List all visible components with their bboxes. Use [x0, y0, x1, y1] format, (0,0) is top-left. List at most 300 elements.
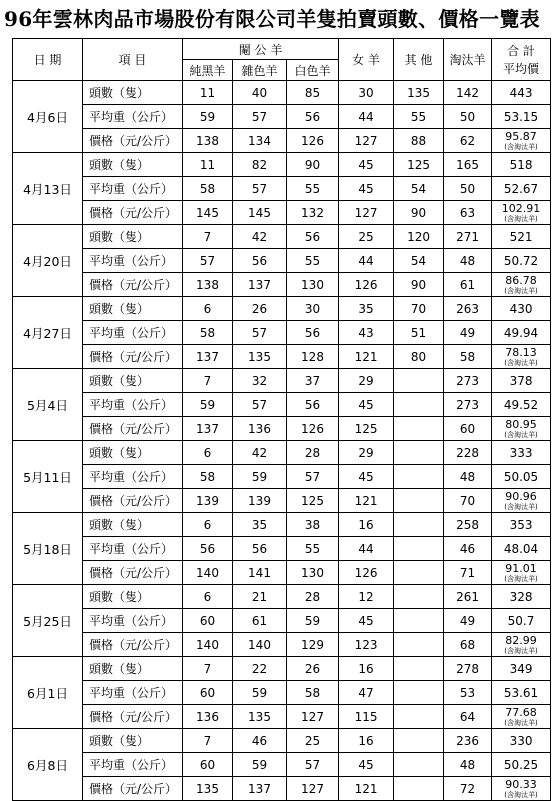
value-cell: 7 — [183, 657, 233, 681]
value-cell: 50.05 — [492, 465, 551, 489]
value-cell: 127 — [287, 777, 339, 801]
value-cell: 55 — [287, 537, 339, 561]
item-label: 頭數（隻） — [83, 657, 183, 681]
incl-cull-note: (含淘汰羊) — [504, 142, 538, 151]
item-label: 頭數（隻） — [83, 153, 183, 177]
value-cell: 333 — [492, 441, 551, 465]
value-cell: 135 — [394, 81, 444, 105]
value-cell — [394, 753, 444, 777]
table-row — [13, 513, 551, 537]
value-cell: 58 — [183, 465, 233, 489]
value-cell: 25 — [287, 729, 339, 753]
item-label: 頭數（隻） — [83, 369, 183, 393]
value-cell: 35 — [339, 297, 394, 321]
value-cell: 121 — [339, 345, 394, 369]
item-label: 頭數（隻） — [83, 513, 183, 537]
value-cell: 56 — [183, 537, 233, 561]
value-cell: 48.04 — [492, 537, 551, 561]
value-cell: 126 — [339, 273, 394, 297]
avg-price-cell — [492, 273, 551, 297]
value-cell: 6 — [183, 585, 233, 609]
avg-price-value: 77.68 — [505, 705, 537, 719]
item-label: 價格（元/公斤） — [83, 345, 183, 369]
value-cell: 29 — [339, 369, 394, 393]
header-total-bottom: 平均價 — [503, 61, 540, 76]
value-cell: 57 — [233, 393, 287, 417]
value-cell: 48 — [444, 465, 492, 489]
value-cell: 82 — [233, 153, 287, 177]
value-cell — [394, 465, 444, 489]
value-cell: 136 — [183, 705, 233, 729]
value-cell: 70 — [394, 297, 444, 321]
value-cell: 125 — [287, 489, 339, 513]
table-row — [13, 465, 551, 489]
table-row — [13, 345, 551, 369]
value-cell: 59 — [183, 393, 233, 417]
item-label: 價格（元/公斤） — [83, 489, 183, 513]
table-row — [13, 201, 551, 225]
value-cell — [394, 705, 444, 729]
value-cell: 43 — [339, 321, 394, 345]
value-cell: 139 — [233, 489, 287, 513]
value-cell: 71 — [444, 561, 492, 585]
value-cell: 7 — [183, 369, 233, 393]
item-label: 平均重（公斤） — [83, 681, 183, 705]
value-cell: 271 — [444, 225, 492, 249]
incl-cull-note: (含淘汰羊) — [504, 646, 538, 655]
value-cell — [394, 729, 444, 753]
date-cell: 6月1日 — [13, 657, 83, 729]
header-total-top: 合 計 — [507, 43, 535, 58]
value-cell: 59 — [233, 753, 287, 777]
value-cell: 58 — [183, 321, 233, 345]
value-cell: 63 — [444, 201, 492, 225]
value-cell: 48 — [444, 753, 492, 777]
table-row — [13, 417, 551, 441]
value-cell: 46 — [444, 537, 492, 561]
value-cell: 130 — [287, 561, 339, 585]
avg-price-value: 95.87 — [505, 129, 537, 143]
value-cell: 16 — [339, 657, 394, 681]
value-cell: 80 — [394, 345, 444, 369]
item-label: 平均重（公斤） — [83, 465, 183, 489]
value-cell: 430 — [492, 297, 551, 321]
value-cell: 90 — [287, 153, 339, 177]
value-cell: 90 — [394, 201, 444, 225]
avg-price-value: 102.91 — [501, 201, 541, 215]
header-cull: 淘汰羊 — [444, 39, 492, 81]
value-cell: 50 — [444, 105, 492, 129]
value-cell: 35 — [233, 513, 287, 537]
value-cell — [394, 609, 444, 633]
value-cell — [394, 585, 444, 609]
table-body — [13, 81, 551, 801]
value-cell: 16 — [339, 729, 394, 753]
table-row — [13, 129, 551, 153]
value-cell: 273 — [444, 393, 492, 417]
table-row — [13, 537, 551, 561]
value-cell: 378 — [492, 369, 551, 393]
value-cell — [394, 657, 444, 681]
value-cell: 54 — [394, 177, 444, 201]
value-cell: 49.94 — [492, 321, 551, 345]
date-cell: 5月18日 — [13, 513, 83, 585]
value-cell: 521 — [492, 225, 551, 249]
table-row — [13, 633, 551, 657]
value-cell: 328 — [492, 585, 551, 609]
value-cell: 330 — [492, 729, 551, 753]
value-cell — [394, 561, 444, 585]
value-cell: 85 — [287, 81, 339, 105]
value-cell: 16 — [339, 513, 394, 537]
value-cell: 137 — [183, 345, 233, 369]
item-label: 平均重（公斤） — [83, 249, 183, 273]
value-cell: 55 — [287, 249, 339, 273]
value-cell: 49.52 — [492, 393, 551, 417]
value-cell: 44 — [339, 537, 394, 561]
value-cell: 25 — [339, 225, 394, 249]
value-cell: 58 — [444, 345, 492, 369]
item-label: 價格（元/公斤） — [83, 777, 183, 801]
value-cell: 70 — [444, 489, 492, 513]
value-cell: 48 — [444, 249, 492, 273]
value-cell: 45 — [339, 753, 394, 777]
avg-price-cell — [492, 705, 551, 729]
item-label: 價格（元/公斤） — [83, 273, 183, 297]
value-cell: 68 — [444, 633, 492, 657]
value-cell: 44 — [339, 249, 394, 273]
value-cell — [394, 441, 444, 465]
value-cell: 353 — [492, 513, 551, 537]
value-cell: 59 — [287, 609, 339, 633]
value-cell: 45 — [339, 609, 394, 633]
value-cell: 145 — [233, 201, 287, 225]
value-cell: 58 — [183, 177, 233, 201]
value-cell: 52.67 — [492, 177, 551, 201]
value-cell: 129 — [287, 633, 339, 657]
value-cell: 59 — [233, 681, 287, 705]
date-cell: 4月13日 — [13, 153, 83, 225]
item-label: 平均重（公斤） — [83, 105, 183, 129]
value-cell: 443 — [492, 81, 551, 105]
value-cell: 115 — [339, 705, 394, 729]
table-row — [13, 321, 551, 345]
value-cell: 57 — [233, 177, 287, 201]
value-cell: 132 — [287, 201, 339, 225]
date-cell: 5月11日 — [13, 441, 83, 513]
avg-price-cell — [492, 417, 551, 441]
value-cell: 49 — [444, 321, 492, 345]
value-cell: 37 — [287, 369, 339, 393]
value-cell: 55 — [394, 105, 444, 129]
incl-cull-note: (含淘汰羊) — [504, 790, 538, 799]
value-cell: 135 — [183, 777, 233, 801]
value-cell: 236 — [444, 729, 492, 753]
table-row — [13, 561, 551, 585]
table-row — [13, 777, 551, 801]
table-row — [13, 753, 551, 777]
table-row — [13, 369, 551, 393]
value-cell: 56 — [233, 249, 287, 273]
value-cell: 125 — [339, 417, 394, 441]
item-label: 平均重（公斤） — [83, 609, 183, 633]
table-row — [13, 105, 551, 129]
value-cell: 128 — [287, 345, 339, 369]
item-label: 平均重（公斤） — [83, 393, 183, 417]
value-cell: 120 — [394, 225, 444, 249]
header-item: 項 目 — [83, 39, 183, 81]
value-cell: 135 — [233, 705, 287, 729]
incl-cull-note: (含淘汰羊) — [504, 214, 538, 223]
incl-cull-note: (含淘汰羊) — [504, 430, 538, 439]
value-cell: 7 — [183, 729, 233, 753]
table-row — [13, 729, 551, 753]
page-title: 96年雲林肉品市場股份有限公司羊隻拍賣頭數、價格一覽表 — [4, 7, 540, 31]
avg-price-value: 90.96 — [505, 489, 537, 503]
value-cell: 137 — [233, 777, 287, 801]
table-row — [13, 393, 551, 417]
date-cell: 6月8日 — [13, 729, 83, 801]
item-label: 頭數（隻） — [83, 441, 183, 465]
item-label: 頭數（隻） — [83, 225, 183, 249]
value-cell: 60 — [444, 417, 492, 441]
value-cell: 138 — [183, 273, 233, 297]
value-cell: 38 — [287, 513, 339, 537]
value-cell: 6 — [183, 297, 233, 321]
value-cell: 56 — [287, 321, 339, 345]
item-label: 頭數（隻） — [83, 297, 183, 321]
value-cell: 53.61 — [492, 681, 551, 705]
value-cell: 137 — [233, 273, 287, 297]
value-cell: 263 — [444, 297, 492, 321]
value-cell: 54 — [394, 249, 444, 273]
value-cell: 126 — [339, 561, 394, 585]
value-cell: 53.15 — [492, 105, 551, 129]
header-total — [492, 39, 551, 81]
value-cell: 135 — [233, 345, 287, 369]
value-cell: 26 — [233, 297, 287, 321]
value-cell: 138 — [183, 129, 233, 153]
value-cell: 28 — [287, 585, 339, 609]
value-cell: 40 — [233, 81, 287, 105]
header-white: 白色羊 — [287, 60, 339, 81]
item-label: 頭數（隻） — [83, 81, 183, 105]
value-cell: 29 — [339, 441, 394, 465]
value-cell: 60 — [183, 681, 233, 705]
value-cell: 56 — [287, 225, 339, 249]
value-cell: 53 — [444, 681, 492, 705]
item-label: 頭數（隻） — [83, 585, 183, 609]
value-cell: 139 — [183, 489, 233, 513]
value-cell: 51 — [394, 321, 444, 345]
value-cell: 145 — [183, 201, 233, 225]
value-cell: 88 — [394, 129, 444, 153]
value-cell: 61 — [444, 273, 492, 297]
table-row — [13, 81, 551, 105]
value-cell: 50.72 — [492, 249, 551, 273]
value-cell: 58 — [287, 681, 339, 705]
value-cell: 61 — [233, 609, 287, 633]
table-row — [13, 489, 551, 513]
avg-price-cell — [492, 633, 551, 657]
table-row — [13, 297, 551, 321]
value-cell: 42 — [233, 441, 287, 465]
value-cell: 349 — [492, 657, 551, 681]
value-cell: 6 — [183, 441, 233, 465]
value-cell: 125 — [394, 153, 444, 177]
value-cell: 50.7 — [492, 609, 551, 633]
value-cell: 90 — [394, 273, 444, 297]
header-castrated-ram: 閹 公 羊 — [183, 39, 339, 60]
table-row — [13, 177, 551, 201]
value-cell — [394, 777, 444, 801]
avg-price-value: 90.33 — [505, 777, 537, 791]
value-cell: 26 — [287, 657, 339, 681]
value-cell: 42 — [233, 225, 287, 249]
value-cell: 121 — [339, 777, 394, 801]
header-pure-black: 純黑羊 — [183, 60, 233, 81]
value-cell: 140 — [183, 561, 233, 585]
date-cell: 4月27日 — [13, 297, 83, 369]
avg-price-cell — [492, 129, 551, 153]
item-label: 平均重（公斤） — [83, 753, 183, 777]
table-row — [13, 657, 551, 681]
item-label: 頭數（隻） — [83, 729, 183, 753]
value-cell: 62 — [444, 129, 492, 153]
value-cell — [394, 537, 444, 561]
value-cell — [394, 417, 444, 441]
value-cell: 44 — [339, 105, 394, 129]
value-cell: 47 — [339, 681, 394, 705]
item-label: 價格（元/公斤） — [83, 561, 183, 585]
value-cell: 126 — [287, 129, 339, 153]
table-row — [13, 273, 551, 297]
value-cell: 45 — [339, 393, 394, 417]
item-label: 價格（元/公斤） — [83, 129, 183, 153]
value-cell: 45 — [339, 177, 394, 201]
incl-cull-note: (含淘汰羊) — [504, 502, 538, 511]
value-cell: 45 — [339, 465, 394, 489]
value-cell: 60 — [183, 753, 233, 777]
item-label: 平均重（公斤） — [83, 177, 183, 201]
value-cell: 140 — [233, 633, 287, 657]
value-cell: 55 — [287, 177, 339, 201]
value-cell: 127 — [339, 129, 394, 153]
value-cell: 59 — [233, 465, 287, 489]
value-cell — [394, 489, 444, 513]
value-cell: 258 — [444, 513, 492, 537]
item-label: 平均重（公斤） — [83, 537, 183, 561]
incl-cull-note: (含淘汰羊) — [504, 286, 538, 295]
value-cell: 28 — [287, 441, 339, 465]
date-cell: 4月20日 — [13, 225, 83, 297]
value-cell: 30 — [339, 81, 394, 105]
item-label: 平均重（公斤） — [83, 321, 183, 345]
value-cell: 64 — [444, 705, 492, 729]
value-cell: 130 — [287, 273, 339, 297]
header-date: 日 期 — [13, 39, 83, 81]
avg-price-value: 82.99 — [505, 633, 537, 647]
value-cell: 127 — [287, 705, 339, 729]
table-row — [13, 681, 551, 705]
value-cell: 11 — [183, 153, 233, 177]
value-cell: 56 — [233, 537, 287, 561]
header-mixed-color: 雜色羊 — [233, 60, 287, 81]
value-cell: 518 — [492, 153, 551, 177]
table-row — [13, 225, 551, 249]
avg-price-value: 80.95 — [505, 417, 537, 431]
value-cell — [394, 681, 444, 705]
value-cell: 46 — [233, 729, 287, 753]
value-cell: 22 — [233, 657, 287, 681]
avg-price-cell — [492, 489, 551, 513]
value-cell — [394, 633, 444, 657]
value-cell: 121 — [339, 489, 394, 513]
value-cell: 11 — [183, 81, 233, 105]
avg-price-cell — [492, 201, 551, 225]
value-cell: 50.25 — [492, 753, 551, 777]
value-cell: 127 — [339, 201, 394, 225]
value-cell: 57 — [233, 321, 287, 345]
value-cell: 228 — [444, 441, 492, 465]
value-cell: 50 — [444, 177, 492, 201]
table-row — [13, 249, 551, 273]
table-row — [13, 153, 551, 177]
incl-cull-note: (含淘汰羊) — [504, 574, 538, 583]
table-row — [13, 705, 551, 729]
value-cell: 12 — [339, 585, 394, 609]
value-cell: 45 — [339, 153, 394, 177]
avg-price-cell — [492, 777, 551, 801]
date-cell: 4月6日 — [13, 81, 83, 153]
avg-price-value: 78.13 — [505, 345, 537, 359]
value-cell: 57 — [287, 465, 339, 489]
avg-price-cell — [492, 345, 551, 369]
date-cell: 5月25日 — [13, 585, 83, 657]
value-cell — [394, 369, 444, 393]
table-row — [13, 441, 551, 465]
value-cell: 136 — [233, 417, 287, 441]
value-cell: 123 — [339, 633, 394, 657]
value-cell: 126 — [287, 417, 339, 441]
value-cell: 56 — [287, 393, 339, 417]
value-cell: 261 — [444, 585, 492, 609]
value-cell: 49 — [444, 609, 492, 633]
value-cell: 142 — [444, 81, 492, 105]
value-cell: 30 — [287, 297, 339, 321]
value-cell: 57 — [287, 753, 339, 777]
value-cell: 137 — [183, 417, 233, 441]
value-cell — [394, 393, 444, 417]
avg-price-cell — [492, 561, 551, 585]
auction-table — [12, 38, 551, 801]
item-label: 價格（元/公斤） — [83, 633, 183, 657]
value-cell — [394, 513, 444, 537]
value-cell: 57 — [183, 249, 233, 273]
value-cell: 134 — [233, 129, 287, 153]
value-cell: 278 — [444, 657, 492, 681]
value-cell: 72 — [444, 777, 492, 801]
value-cell: 59 — [183, 105, 233, 129]
table-row — [13, 585, 551, 609]
table-row — [13, 609, 551, 633]
value-cell: 56 — [287, 105, 339, 129]
value-cell: 57 — [233, 105, 287, 129]
header-female: 女 羊 — [339, 39, 394, 81]
item-label: 價格（元/公斤） — [83, 201, 183, 225]
value-cell: 32 — [233, 369, 287, 393]
value-cell: 21 — [233, 585, 287, 609]
